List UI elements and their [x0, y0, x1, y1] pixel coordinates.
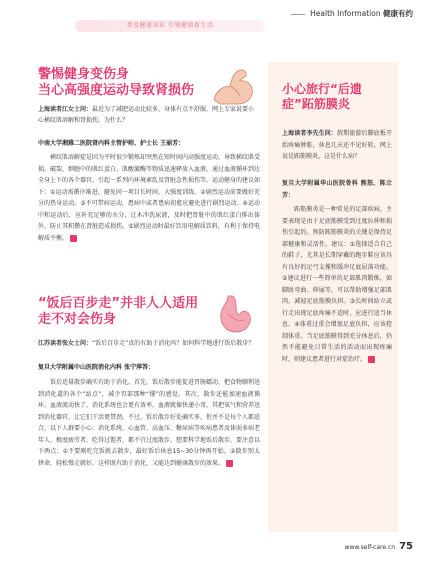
end-mark-icon [368, 356, 375, 363]
sidebar-question-text: 假期旅游后脚底板开始疼痛肿胀，休息几天还不见好转，网上说是跖筋膜炎，这是什么病？ [282, 130, 392, 160]
header-section-en: Health Information [310, 9, 381, 18]
footer-url: www.self-care.cn [344, 544, 396, 551]
page-number: 75 [399, 541, 413, 552]
article2-body [38, 377, 260, 469]
top-banner: 普及健康知识 引领健康新生活 [75, 20, 265, 32]
article1-title-line1: 警惕健身变伤身 [38, 67, 130, 82]
article1-title [38, 67, 208, 99]
article2-body-text: 饭后适量散步确实有助于消化。首先，饭后散步能促进胃肠蠕动，把食物顺利送到消化道的各个“站点”，减少胃部那种“撑”的感觉。其次，散步还能加速血液循环，血液流动快了，消化系统也会更有效率，血液就像快递小哥，其把氧气和营养送到消化器官，让它们干活更带劲。不过，饭后散步好处确实多，但并不是每个人都适合，以下人群要小心：消化系统、心血管、高血压、糖尿病等疾病患者及体弱多病老年人、极度疲劳者、吃得过饱者，都不宜过度散步。想要科学地饭后散步，要注意以下两点：①不要刚吃完饭就去散步，最好饭后休息15~30分钟再开始。②散步别太拼命，轻松慢走就好。这样既有助于消化，又能达到健康散步的效果。 [38, 379, 261, 467]
sidebar-title-line2: 症”跖筋膜炎 [282, 97, 350, 111]
sidebar-question-label: 上海读者李先生问： [282, 130, 338, 137]
page-footer [345, 541, 413, 552]
stomach-icon [214, 292, 258, 336]
article2-question-text: “饭后百步走”真的有助于消化吗？如何科学地进行饭后散步？ [92, 340, 255, 347]
article1-title-line2: 当心高强度运动导致肾损伤 [38, 83, 195, 98]
end-mark-icon [226, 460, 233, 467]
article2-question-label: 江苏读者张女士问： [38, 340, 93, 347]
article2-title [38, 296, 218, 328]
article2-title-line2: 走不对会伤身 [38, 312, 117, 327]
sidebar-question [282, 128, 392, 163]
end-mark-icon [70, 235, 77, 242]
sidebar-body [282, 204, 392, 365]
article1-question-text: 最近为了减肥运动比较多，身体有点不舒服，网上专家说要小心横纹肌溶解和肾损伤，为什么？ [38, 106, 255, 124]
header-section-cn: 健康有约 [383, 9, 413, 18]
sidebar-body-text: 跖筋膜炎是一种常见的足部疾病，主要表现是由于足底筋膜受到过度拉伸和损伤引起的。预防跖筋膜炎的关键是保持足部健康和灵活性，建议：①选择适合自己的鞋子，尤其是长期穿戴的跑步鞋应该具有良好的足弓支撑和缓冲足底屈落功能。②建议进行一些简单的足部肌肉锻炼，如脚趾弯曲、伸展等，可以帮助增强足部肌肉，减轻足底筋膜负担。③长时间站立或行走出现足底疼痛不适时，应进行适当休息。④体重过重会增加足底负担，应该控制体重。当足底筋膜得到充分休息后，仍然不能避免日常生活的活动而出现疼痛时，则建议患者进行对症治疗。 [282, 206, 392, 363]
article2-question [38, 338, 260, 349]
article2-answerer: 复旦大学附属中山医院消化内科 张宁萍答： [38, 364, 155, 371]
sidebar-title-line1: 小心旅行“后遗 [282, 82, 362, 96]
article1-question-label: 上海读者江女士问： [38, 106, 93, 113]
article1-body [38, 152, 260, 244]
header-rule [291, 14, 305, 15]
article2-title-line1: “饭后百步走”并非人人适用 [38, 296, 199, 311]
sidebar-title [282, 82, 392, 112]
article1-question [38, 104, 260, 126]
sidebar-answerer: 复旦大学附属华山医院骨科 熊怒、陈立芳： [282, 180, 392, 199]
flexed-arm-icon [210, 64, 256, 108]
article1-body-text: 横纹肌溶解症是因为平时很少锻炼却突然在短时间内高强度运动，导致横纹肌受损、破裂，细胞中的肌红蛋白、肌酸激酶等物质迅速释放入血液，通过血液循环到达全身上下的各个器官，引起一系列内环境紊乱及肾脏急性损伤等。运动健身的建议如下：①运动需循序渐进，避免同一项目长时间、大强度训练。②剧烈运动前要做好充分的热身运动。③不可带病运动，患病中或者患病初愈应避免进行剧烈运动。④运动中和运动后，应补充足够的水分，让木冲洗尿液，及时把肾脏中的肌红蛋白排出体外，防止其积攒在肾脏造成损伤。⑤剧烈运动时最好饮用电解质饮料，有利于保持电解质平衡。 [38, 154, 261, 242]
page-header [291, 8, 413, 19]
article1-answerer: 中南大学湘雅二医院肾内科主管护师、护士长 王丽芳： [38, 140, 185, 147]
